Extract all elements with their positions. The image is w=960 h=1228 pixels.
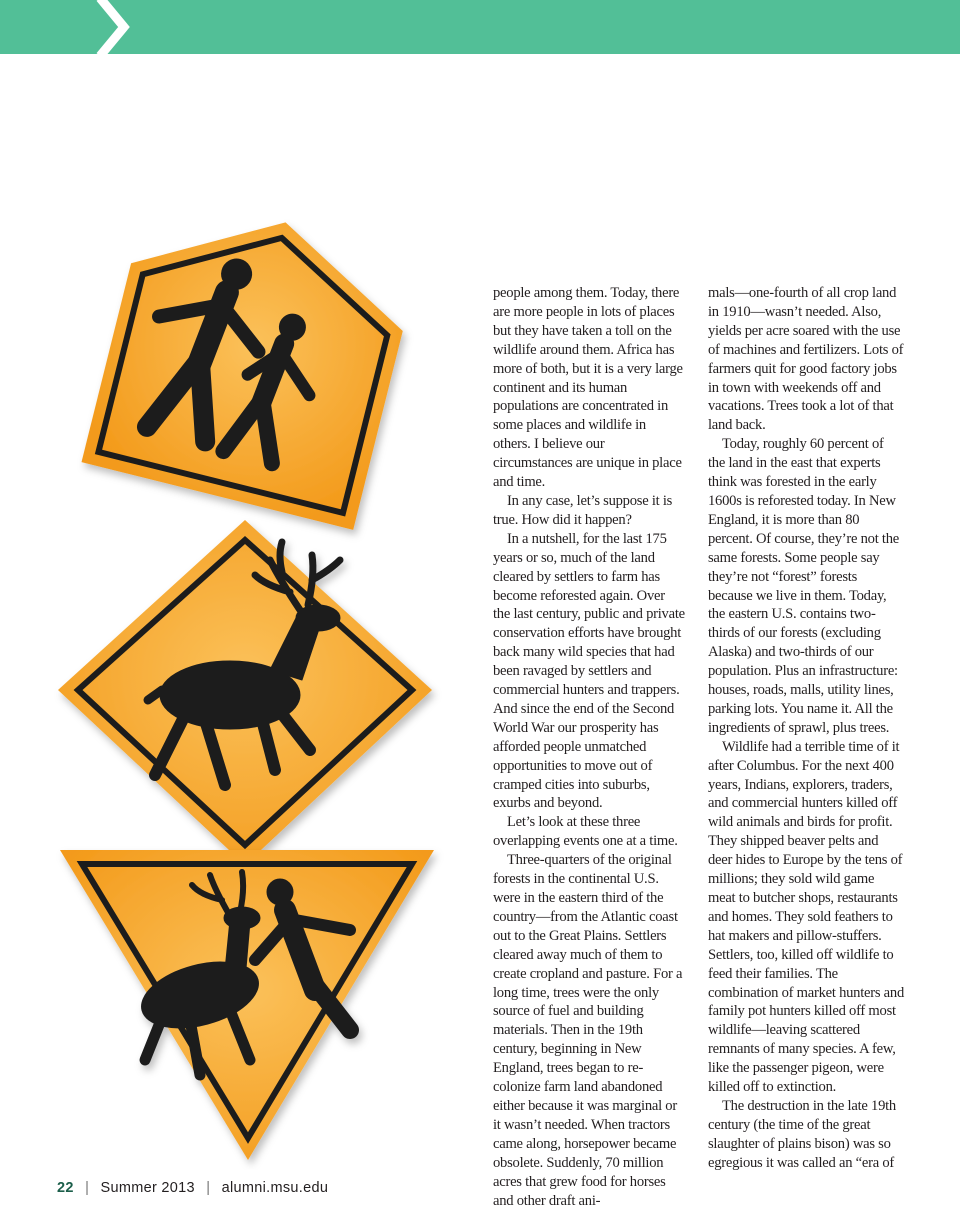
paragraph: Today, roughly 60 percent of the land in the east that experts think was forested in the early 1600s is reforested today. In New England, it is more than 80 percent. Of course, they’re not the same forests. Some people say they’re not “forest” forests because we live in them. Today, the eastern U.S. contains two-thirds of our forests (excluding Alaska) and two-thirds of our population. Plus an infrastructure: houses, roads, malls, utility lines, parking lots. You name it. All the ingredients of sprawl, plus trees.	[708, 436, 900, 736]
paragraph: The destruction in the late 19th century (the time of the great slaughter of plains bison) was so egregious it was called an “era of	[708, 1097, 896, 1171]
article-column-2	[708, 284, 904, 1173]
footer-separator: |	[206, 1180, 211, 1196]
paragraph: Wildlife had a terrible time of it after Columbus. For the next 400 years, Indians, explorers, traders, and commercial hunters killed off wild animals and birds for profit. They shipped beaver pelts and deer hides to Europe by the tens of millions; they sold wild game meat to butcher shops, restaurants and homes. They sold feathers to hat makers and pillow-stuffers. Settlers, too, killed off wildlife to feed their families. The combination of market hunters and family pot hunters killed off most wildlife—leaving scattered remnants of many species. A few, like the passenger pigeon, were killed off to extinction.	[708, 738, 905, 1096]
paragraph: mals—one-fourth of all crop land in 1910—wasn’t needed. Also, yields per acre soared with the use of machines and fertilizers. Lots of farmers quit for good factory jobs in town with weekends off and vacations. Trees took a lot of that land back.	[708, 285, 904, 434]
website-link[interactable]: alumni.msu.edu	[221, 1180, 329, 1196]
paragraph: people among them. Today, there are more people in lots of places but they have taken a toll on the wildlife around them. Africa has more of both, but it is a very large continent and its human populations are concentrated in some places and wildlife in others. I believe our circumstances are unique in place and time.	[493, 285, 683, 491]
deer-and-pedestrian-sign-icon	[60, 850, 434, 1160]
paragraph: In any case, let’s suppose it is true. How did it happen?	[493, 492, 673, 528]
paragraph: Let’s look at these three overlapping events one at a time.	[493, 814, 678, 850]
deer-crossing-sign-icon	[58, 520, 432, 865]
issue-label: Summer 2013	[100, 1180, 195, 1196]
paragraph: In a nutshell, for the last 175 years or so, much of the land cleared by settlers to farm has become reforested again. Over the last century, public and private conservation efforts have brought back many wild species that had been ravaged by settlers and commercial hunters and trappers. And since the end of the Second World War our prosperity has afforded people unmatched opportunities to move out of cramped cities into suburbs, exurbs and beyond.	[493, 530, 685, 812]
pedestrian-crossing-sign-icon	[81, 200, 421, 530]
chevron-right-icon	[0, 0, 140, 54]
page-number: 22	[57, 1180, 74, 1196]
footer-separator: |	[85, 1180, 90, 1196]
article-column-1	[493, 284, 685, 1210]
page-footer	[57, 1180, 328, 1196]
road-signs-illustration	[50, 200, 450, 1170]
paragraph: Three-quarters of the original forests in the continental U.S. were in the eastern third of the country—from the Atlantic coast out to the Great Plains. Settlers cleared away much of them to create cropland and pasture. For a long time, trees were the only source of fuel and building materials. Then in the 19th century, beginning in New England, trees began to re-colonize farm land abandoned either because it was marginal or it wasn’t needed. When tractors came along, horsepower became obsolete. Suddenly, 70 million acres that grew food for horses and other draft ani-	[493, 852, 683, 1209]
top-banner	[0, 0, 960, 54]
